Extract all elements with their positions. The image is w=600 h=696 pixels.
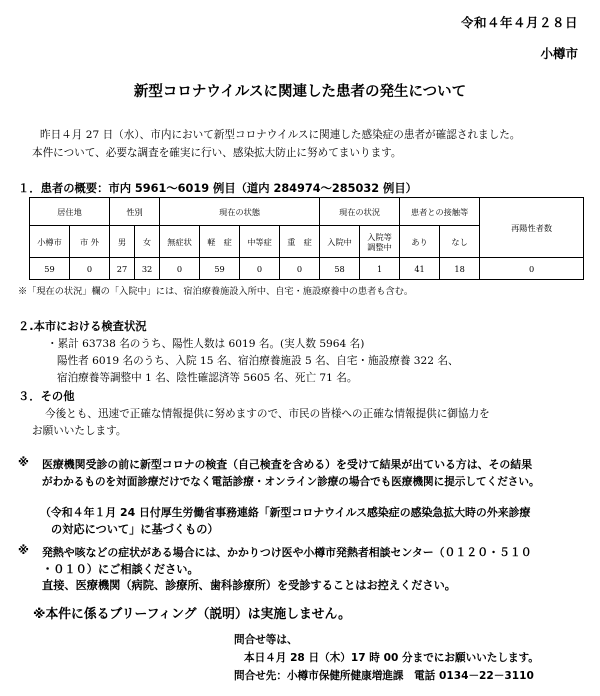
note-2-line-3: 直接、医療機関（病院、診療所、歯科診療所）を受診することはお控えください。 bbox=[42, 579, 456, 592]
subheader-adjusting-line-1: 入院等 bbox=[367, 231, 392, 242]
section-1-number: １． bbox=[18, 182, 41, 195]
patient-summary-table bbox=[29, 197, 584, 280]
section-1-heading bbox=[18, 180, 417, 196]
header-status: 現在の状況 bbox=[320, 198, 400, 226]
contact-office: 問合せ先：小樽市保健所健康増進課 電話 0134－22－3110 bbox=[234, 670, 534, 682]
note-2-mark: ※ bbox=[18, 544, 29, 557]
value-female: 32 bbox=[135, 258, 160, 280]
subheader-severe: 重 症 bbox=[280, 226, 320, 258]
subheader-contact-yes: あり bbox=[400, 226, 440, 258]
note-1-line-2: がわかるものを対面診療だけでなく電話診療・オンライン診療の場合でも医療機関に提示してください。 bbox=[42, 476, 540, 488]
date: 令和４年４月２８日 bbox=[460, 15, 578, 30]
section-1-label: 患者の概要 bbox=[40, 182, 98, 195]
section-3-line-2: お願いいたします。 bbox=[32, 425, 127, 437]
document-title: 新型コロナウイルスに関連した患者の発生について bbox=[133, 84, 467, 100]
value-hospitalized: 58 bbox=[320, 258, 360, 280]
value-contact-yes: 41 bbox=[400, 258, 440, 280]
subheader-outside: 市 外 bbox=[70, 226, 110, 258]
briefing-notice: ※本件に係るブリーフィング（説明）は実施しません。 bbox=[33, 607, 351, 622]
table-note: ※「現在の状況」欄の「入院中」には、宿泊療養施設入所中、自宅・施設療養中の患者も含む。 bbox=[18, 286, 414, 297]
section-1-detail: ：市内 5961～6019 例目（道内 284974～285032 例目） bbox=[97, 182, 417, 195]
value-asymptomatic: 0 bbox=[160, 258, 200, 280]
note-1-line-3: （令和４年１月 24 日付厚生労働省事務連絡「新型コロナウイルス感染症の感染急拡大時の外来診療 bbox=[40, 506, 531, 519]
section-2-heading: ２.本市における検査状況 bbox=[18, 320, 147, 333]
note-2-line-1: 発熱や咳などの症状がある場合には、かかりつけ医や小樽市発熱者相談センター（０１２０・５１０ bbox=[42, 546, 532, 559]
value-male: 27 bbox=[110, 258, 135, 280]
value-adjusting: 1 bbox=[360, 258, 400, 280]
note-2-line-2: ・０１０）にご相談ください。 bbox=[42, 563, 199, 576]
value-repositive: 0 bbox=[480, 258, 584, 280]
value-outside: 0 bbox=[70, 258, 110, 280]
section-3-line-1: 今後とも、迅速で正確な情報提供に努めますので、市民の皆様への正確な情報提供に御協力を bbox=[45, 408, 490, 420]
value-contact-no: 18 bbox=[440, 258, 480, 280]
header-contact: 患者との接触等 bbox=[400, 198, 480, 226]
section-2-line-3: 宿泊療養等調整中 1 名、陰性確認済等 5605 名、死亡 71 名。 bbox=[57, 372, 358, 384]
subheader-adjusting-line-2: 調整中 bbox=[367, 241, 392, 252]
intro-line-2: 本件について、必要な調査を確実に行い、感染拡大防止に努めてまいります。 bbox=[32, 147, 402, 159]
subheader-otaru: 小樽市 bbox=[30, 226, 70, 258]
subheader-female: 女 bbox=[135, 226, 160, 258]
intro-line-1: 昨日４月 27 日（水）、市内において新型コロナウイルスに関連した感染症の患者が確認されました。 bbox=[40, 129, 521, 141]
value-severe: 0 bbox=[280, 258, 320, 280]
subheader-mild: 軽 症 bbox=[200, 226, 240, 258]
contact-deadline: 本日４月 28 日（木）17 時 00 分までにお願いいたします。 bbox=[244, 652, 539, 664]
subheader-contact-no: なし bbox=[440, 226, 480, 258]
note-1-line-4: の対応について」に基づくもの） bbox=[51, 523, 219, 536]
organization-name: 小樽市 bbox=[540, 46, 578, 61]
section-3-heading: ３．その他 bbox=[18, 390, 75, 403]
header-residence: 居住地 bbox=[30, 198, 110, 226]
section-2-line-1: ・累計 63738 名のうち、陽性人数は 6019 名。(実人数 5964 名) bbox=[47, 338, 365, 350]
value-mild: 59 bbox=[200, 258, 240, 280]
note-1-mark: ※ bbox=[18, 456, 29, 469]
contact-label: 問合せ等は、 bbox=[234, 634, 298, 646]
header-repositive: 再陽性者数 bbox=[480, 198, 584, 258]
subheader-male: 男 bbox=[110, 226, 135, 258]
section-2-line-2: 陽性者 6019 名のうち、入院 15 名、宿泊療養施設 5 名、自宅・施設療養 322 名、 bbox=[57, 355, 459, 367]
header-sex: 性別 bbox=[110, 198, 160, 226]
subheader-adjusting bbox=[360, 226, 400, 258]
value-moderate: 0 bbox=[240, 258, 280, 280]
subheader-moderate: 中等症 bbox=[240, 226, 280, 258]
value-otaru: 59 bbox=[30, 258, 70, 280]
header-condition: 現在の状態 bbox=[160, 198, 320, 226]
subheader-hospitalized: 入院中 bbox=[320, 226, 360, 258]
subheader-asymptomatic: 無症状 bbox=[160, 226, 200, 258]
table-row bbox=[30, 258, 584, 280]
note-1-line-1: 医療機関受診の前に新型コロナの検査（自己検査を含める）を受けて結果が出ている方は、その結果 bbox=[42, 458, 533, 471]
